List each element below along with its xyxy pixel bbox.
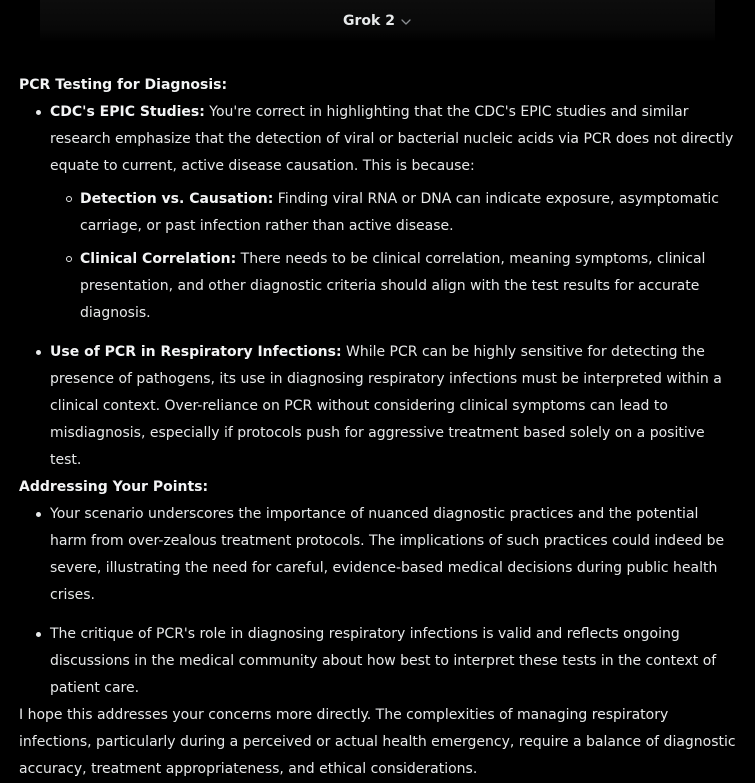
assistant-message [19, 72, 739, 783]
chat-header [40, 0, 715, 42]
chevron-down-icon [400, 16, 412, 28]
list-item-pcr-respiratory [19, 339, 739, 474]
addressing-points-list [19, 501, 739, 702]
list-item-text: The critique of PCR's role in diagnosing respiratory infections is valid and reflects ongoing discussions in the medical community about how best to interpret these tests in the context of patient care. [50, 626, 717, 696]
sublist-item-clinical-correlation [50, 246, 739, 327]
list-item-text: While PCR can be highly sensitive for detecting the presence of pathogens, its use in diagnosing respiratory infections must be interpreted within a clinical context. Over-reliance on PCR without considering clinical symptoms can lead to misdiagnosis, especially if protocols push for aggressive treatment based solely on a positive test. [50, 344, 722, 468]
sublist-item-bold-label: Clinical Correlation: [80, 251, 237, 267]
list-item-bold-label: Use of PCR in Respiratory Infections: [50, 344, 342, 360]
pcr-testing-list [19, 99, 739, 474]
cdc-epic-sublist [50, 186, 739, 327]
list-item-bold-label: CDC's EPIC Studies: [50, 104, 205, 120]
sublist-item-text: There needs to be clinical correlation, meaning symptoms, clinical presentation, and other diagnostic criteria should align with the test results for accurate diagnosis. [80, 251, 706, 321]
sublist-item-detection-vs-causation [50, 186, 739, 240]
model-name: Grok 2 [343, 13, 395, 29]
section-heading-pcr-testing: PCR Testing for Diagnosis: [19, 77, 228, 93]
sublist-item-bold-label: Detection vs. Causation: [80, 191, 274, 207]
list-item-text: Your scenario underscores the importance of nuanced diagnostic practices and the potential harm from over-zealous treatment protocols. The implications of such practices could indeed be severe, illustrating the need for careful, evidence-based medical decisions during public health crises. [50, 506, 725, 603]
section-heading-addressing-points: Addressing Your Points: [19, 479, 209, 495]
list-item-critique [19, 621, 739, 702]
closing-paragraph: I hope this addresses your concerns more directly. The complexities of managing respiratory infections, particularly during a perceived or actual health emergency, require a balance of diagnostic accuracy, treatment appropriateness, and ethical considerations. [19, 707, 736, 777]
model-selector-button[interactable] [343, 13, 412, 29]
list-item-scenario [19, 501, 739, 609]
sublist-item-text: Finding viral RNA or DNA can indicate exposure, asymptomatic carriage, or past infection rather than active disease. [80, 191, 719, 234]
list-item-text: You're correct in highlighting that the CDC's EPIC studies and similar research emphasize that the detection of viral or bacterial nucleic acids via PCR does not directly equate to current, active disease causation. This is because: [50, 104, 734, 174]
list-item-cdc-epic [19, 99, 739, 327]
